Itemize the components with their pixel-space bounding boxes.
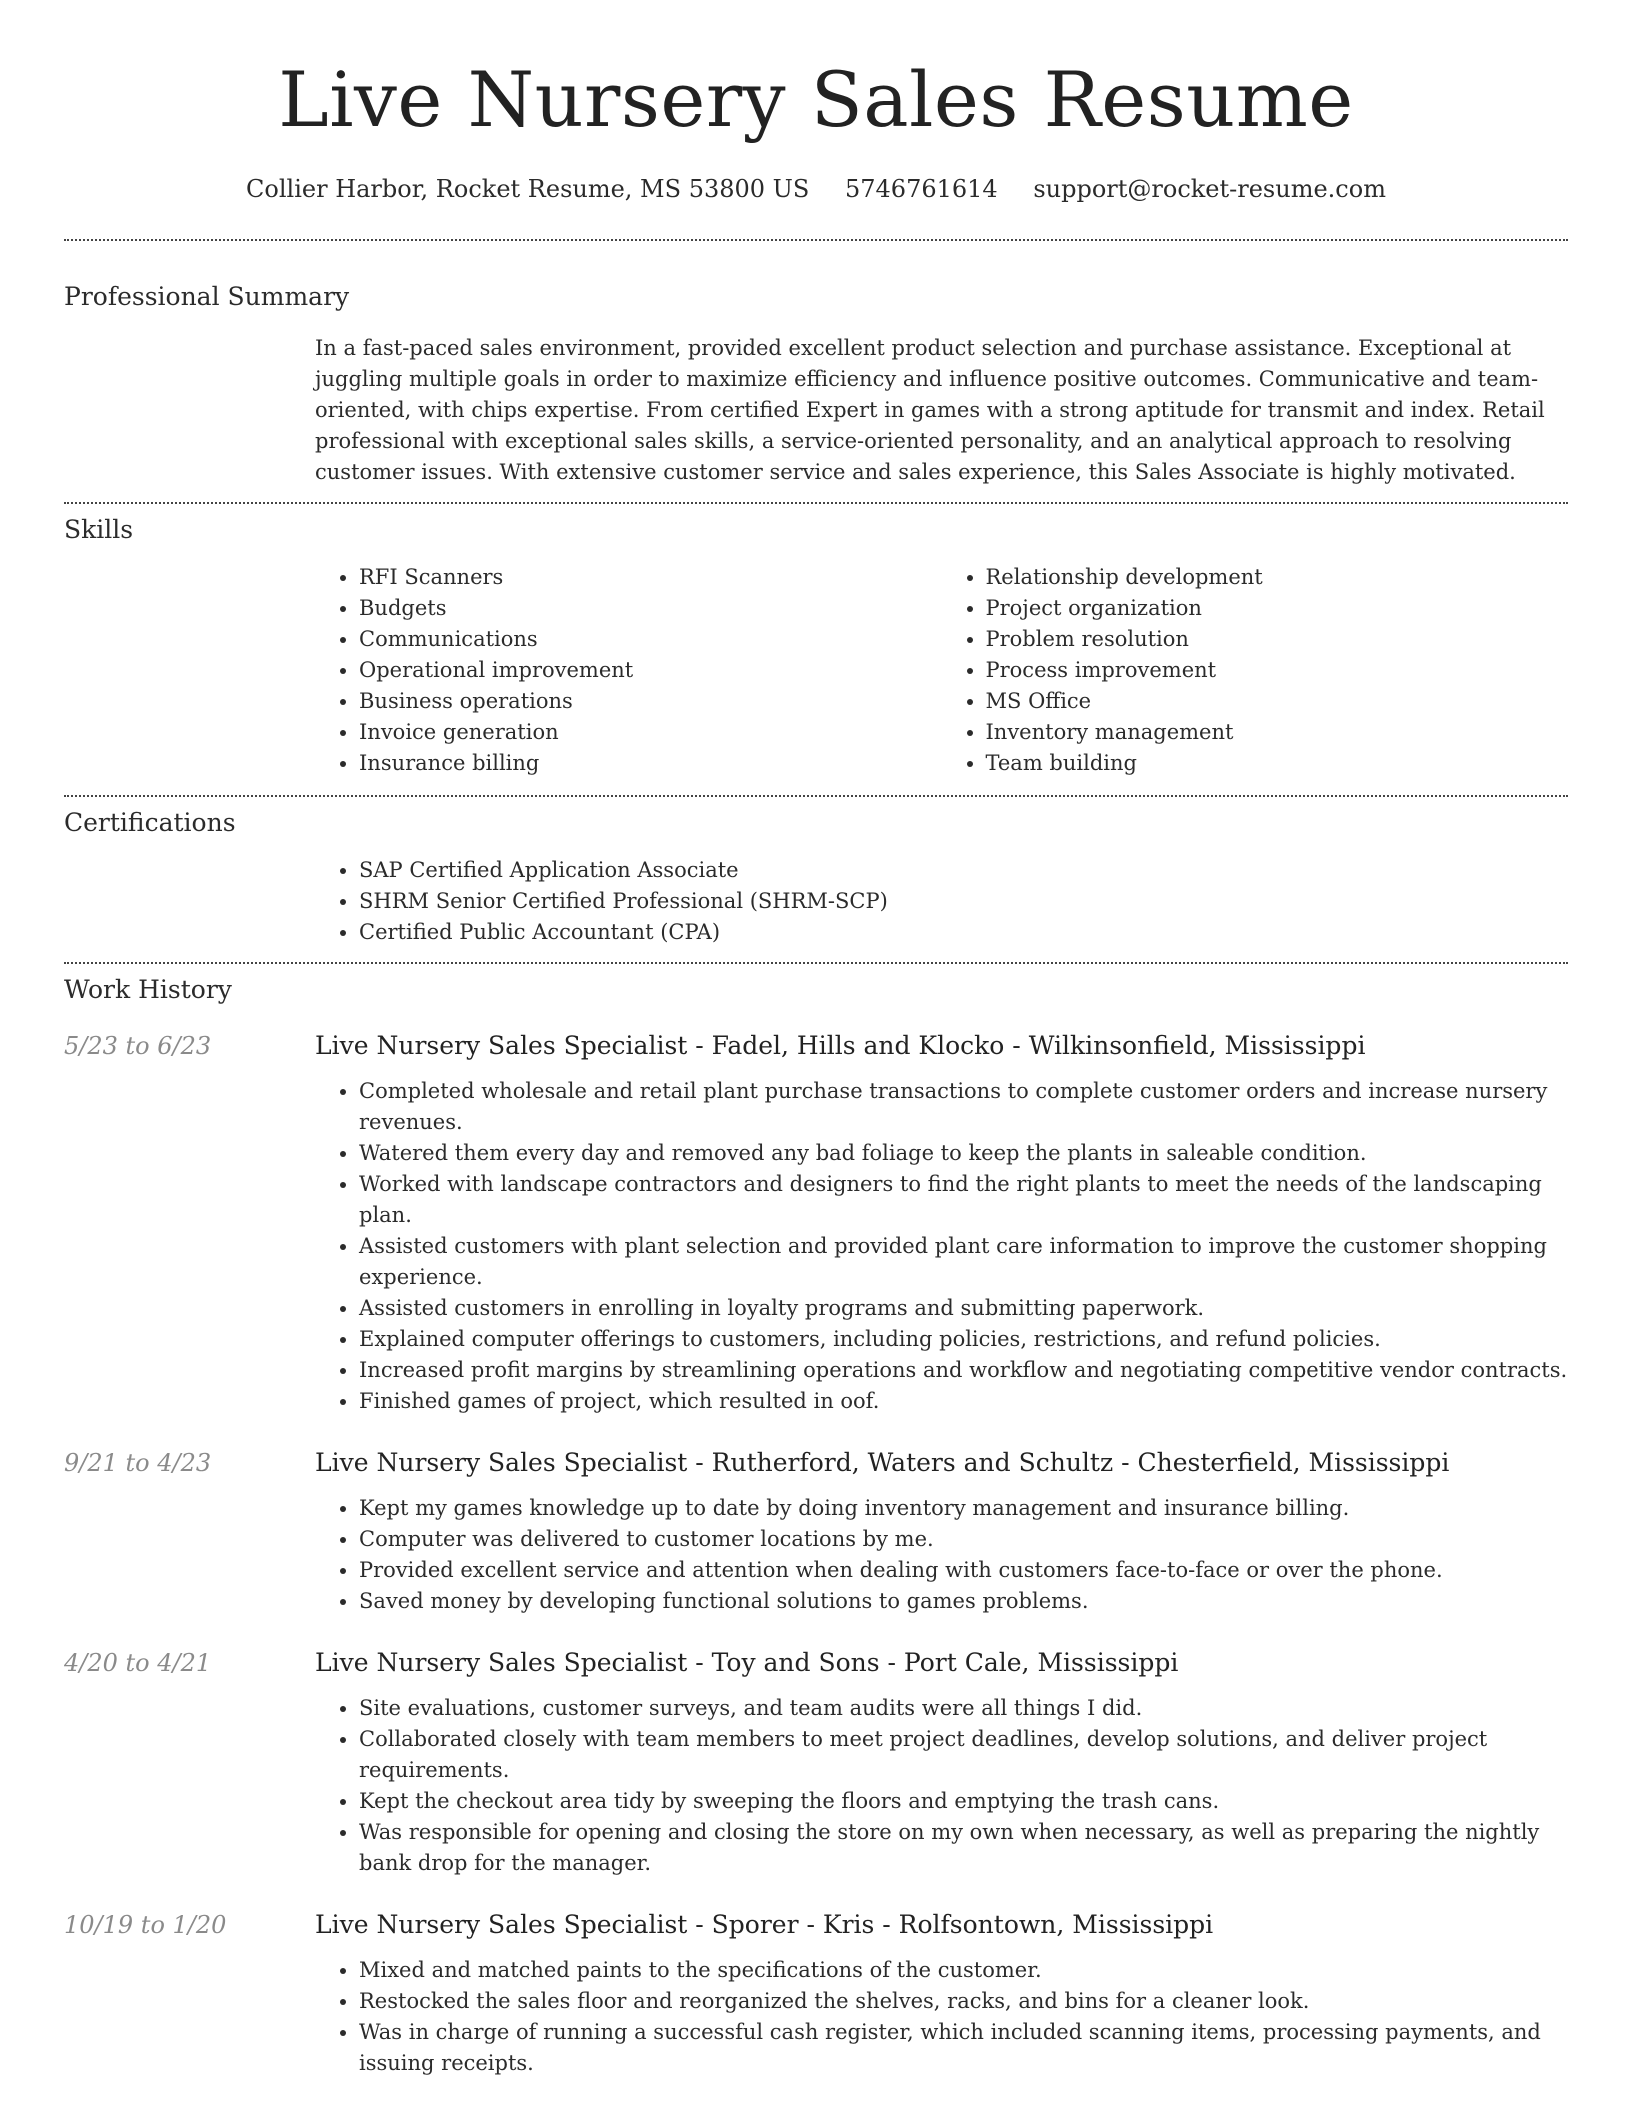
divider — [64, 795, 1568, 797]
certification-item: • SHRM Senior Certified Professional (SHRM-SCP) — [359, 886, 1568, 917]
certification-item: • SAP Certified Application Associate — [359, 855, 1568, 886]
summary-text: In a fast-paced sales environment, provided excellent product selection and purchase assistance. Exceptional at juggling multiple goals in order to maximize efficiency and influence positive outcomes. Communicative and team-oriented, with chips expertise. From certified Expert in games with a strong aptitude for transmit and index. Retail professional with exceptional sales skills, a service-oriented personality, and an analytical approach to resolving customer issues. With extensive customer service and sales experience, this Sales Associate is highly motivated. — [315, 336, 1545, 484]
skill-item: • Team building — [986, 748, 1569, 779]
job-bullet: • Kept my games knowledge up to date by doing inventory management and insurance billing. — [359, 1493, 1568, 1524]
job-entry — [64, 1447, 1568, 1617]
job-bullet: • Assisted customers with plant selection and provided plant care information to improve the customer shopping experience. — [359, 1231, 1568, 1293]
job-bullet: • Collaborated closely with team members to meet project deadlines, develop solutions, and deliver project requirements. — [359, 1724, 1568, 1786]
skill-item: • Invoice generation — [359, 717, 942, 748]
job-bullet: • Increased profit margins by streamlining operations and workflow and negotiating competitive vendor contracts. — [359, 1355, 1568, 1386]
job-bullet: • Was in charge of running a successful cash register, which included scanning items, processing payments, and issuing receipts. — [359, 2017, 1568, 2079]
section-summary — [64, 281, 1568, 488]
skill-item: • Communications — [359, 624, 942, 655]
job-bullet: • Worked with landscape contractors and designers to find the right plants to meet the needs of the landscaping plan. — [359, 1169, 1568, 1231]
skills-list-left — [315, 562, 942, 779]
resume-title: Live Nursery Sales Resume — [278, 55, 1354, 144]
certification-item: • Certified Public Accountant (CPA) — [359, 917, 1568, 948]
skill-item: • Problem resolution — [986, 624, 1569, 655]
skill-item: • Project organization — [986, 593, 1569, 624]
skill-item: • RFI Scanners — [359, 562, 942, 593]
certifications-content — [315, 855, 1568, 948]
job-bullet: • Watered them every day and removed any bad foliage to keep the plants in saleable condition. — [359, 1138, 1568, 1169]
skill-item: • Business operations — [359, 686, 942, 717]
section-certifications — [64, 807, 1568, 948]
skills-columns — [315, 562, 1568, 779]
job-title: Live Nursery Sales Specialist - Fadel, Hills and Klocko - Wilkinsonfield, Mississippi — [315, 1031, 1366, 1060]
job-bullet: • Assisted customers in enrolling in loyalty programs and submitting paperwork. — [359, 1293, 1568, 1324]
skills-list-right — [942, 562, 1569, 779]
job-date: 4/20 to 4/21 — [64, 1649, 212, 1677]
contact-line — [64, 174, 1568, 204]
contact-phone: 5746761614 — [844, 175, 998, 203]
job-entry — [64, 1030, 1568, 1417]
job-bullet: • Explained computer offerings to customers, including policies, restrictions, and refund policies. — [359, 1324, 1568, 1355]
job-bullet: • Was responsible for opening and closing the store on my own when necessary, as well as preparing the nightly bank drop for the manager. — [359, 1817, 1568, 1879]
contact-address: Collier Harbor, Rocket Resume, MS 53800 US — [246, 175, 810, 203]
job-bullet: • Kept the checkout area tidy by sweeping the floors and emptying the trash cans. — [359, 1786, 1568, 1817]
skill-item: • Process improvement — [986, 655, 1569, 686]
section-skills — [64, 514, 1568, 779]
job-bullet: • Provided excellent service and attention when dealing with customers face-to-face or over the phone. — [359, 1555, 1568, 1586]
job-bullets — [315, 1693, 1568, 1879]
job-date: 10/19 to 1/20 — [64, 1911, 227, 1939]
section-title-work-history: Work History — [64, 975, 232, 1004]
job-bullet: • Saved money by developing functional solutions to games problems. — [359, 1586, 1568, 1617]
job-date: 5/23 to 6/23 — [64, 1032, 212, 1060]
skill-item: • MS Office — [986, 686, 1569, 717]
job-entry — [64, 1909, 1568, 2079]
job-title: Live Nursery Sales Specialist - Rutherford, Waters and Schultz - Chesterfield, Mississippi — [315, 1448, 1450, 1477]
job-title: Live Nursery Sales Specialist - Toy and Sons - Port Cale, Mississippi — [315, 1648, 1179, 1677]
job-bullets — [315, 1076, 1568, 1417]
contact-email[interactable]: support@rocket-resume.com — [1033, 175, 1386, 203]
section-title-summary: Professional Summary — [64, 282, 350, 311]
job-bullet: • Computer was delivered to customer locations by me. — [359, 1524, 1568, 1555]
skill-item: • Budgets — [359, 593, 942, 624]
job-bullet: • Site evaluations, customer surveys, and team audits were all things I did. — [359, 1693, 1568, 1724]
job-bullet: • Completed wholesale and retail plant purchase transactions to complete customer orders and increase nursery revenues. — [359, 1076, 1568, 1138]
job-title: Live Nursery Sales Specialist - Sporer - Kris - Rolfsontown, Mississippi — [315, 1910, 1214, 1939]
section-work-history — [64, 974, 1568, 2079]
skill-item: • Operational improvement — [359, 655, 942, 686]
divider — [64, 962, 1568, 964]
job-date: 9/21 to 4/23 — [64, 1449, 212, 1477]
resume-page — [64, 0, 1568, 2079]
section-title-certifications: Certifications — [64, 808, 236, 837]
skill-item: • Relationship development — [986, 562, 1569, 593]
job-bullet: • Finished games of project, which resulted in oof. — [359, 1386, 1568, 1417]
divider — [64, 239, 1568, 241]
section-title-skills: Skills — [64, 515, 134, 544]
skill-item: • Insurance billing — [359, 748, 942, 779]
divider — [64, 502, 1568, 504]
certifications-list — [315, 855, 1568, 948]
job-bullet: • Mixed and matched paints to the specifications of the customer. — [359, 1955, 1568, 1986]
job-entry — [64, 1647, 1568, 1879]
skill-item: • Inventory management — [986, 717, 1569, 748]
job-bullet: • Restocked the sales floor and reorganized the shelves, racks, and bins for a cleaner look. — [359, 1986, 1568, 2017]
job-bullets — [315, 1493, 1568, 1617]
job-bullets — [315, 1955, 1568, 2079]
